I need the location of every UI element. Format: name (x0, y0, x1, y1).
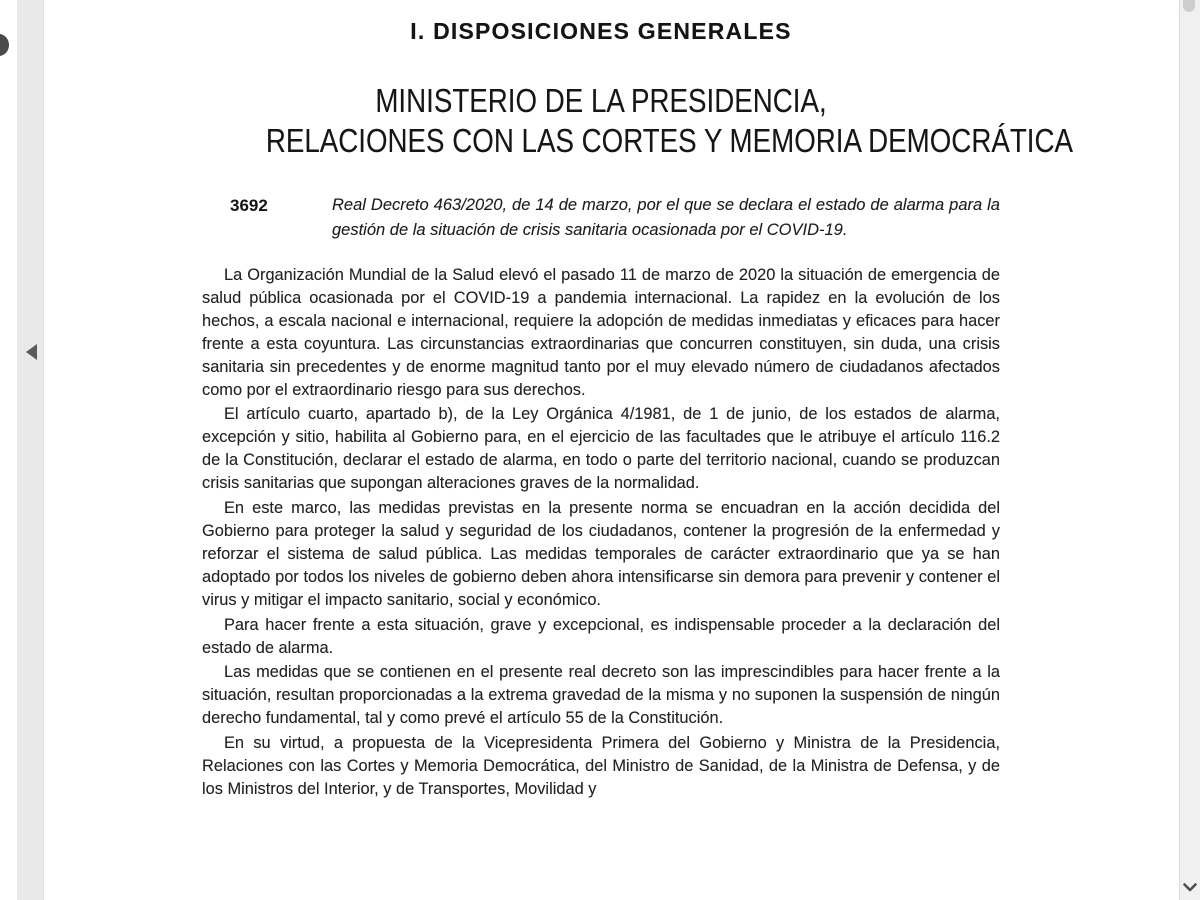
decree-title: Real Decreto 463/2020, de 14 de marzo, por el que se declara el estado de alarma para la gestión de la situación de crisis sanitaria ocasionada por el COVID-19. (332, 196, 1000, 239)
paragraph: Para hacer frente a esta situación, grave y excepcional, es indispensable proceder a la declaración del estado de alarma. (202, 615, 1000, 657)
half-circle-icon (0, 34, 9, 56)
decree-header (202, 193, 1000, 243)
ministry-heading (202, 81, 1073, 161)
decree-number: 3692 (230, 196, 268, 215)
paragraph: Las medidas que se contienen en el presente real decreto son las imprescindibles para hacer frente a la situación, resultan proporcionadas a la extrema gravedad de la misma y no suponen la suspensión de ningún derecho fundamental, tal y como prevé el artículo 55 de la Constitución. (202, 663, 1000, 728)
left-panel-gutter (17, 0, 44, 900)
paragraph: La Organización Mundial de la Salud elevó el pasado 11 de marzo de 2020 la situación de emergencia de salud pública ocasionada por el COVID-19 a pandemia internacional. La rapidez en la evolución de los hechos, a escala nacional e internacional, requiere la adopción de medidas inmediatas y eficaces para hacer frente a esta coyuntura. Las circunstancias extraordinarias que concurren constituyen, sin duda, una crisis sanitaria sin precedentes y de enorme magnitud tanto por el muy elevado número de ciudadanos afectados como por el extraordinario riesgo para sus derechos. (202, 266, 1000, 399)
section-title: I. DISPOSICIONES GENERALES (410, 18, 792, 44)
paragraph: En su virtud, a propuesta de la Vicepresidenta Primera del Gobierno y Ministra de la Presidencia, Relaciones con las Cortes y Memoria Democrática, del Ministro de Sanidad, de la Ministra de Defensa, y de los Ministros del Interior, y de Transportes, Movilidad y (202, 734, 1000, 798)
scrollbar-thumb[interactable] (1183, 0, 1195, 12)
chevron-down-icon (1183, 883, 1197, 892)
document-page (202, 0, 1073, 900)
vertical-scrollbar[interactable] (1179, 0, 1200, 900)
scroll-down-button[interactable] (1180, 878, 1199, 896)
ministry-heading-line2: RELACIONES CON LAS CORTES Y MEMORIA DEMOCRÁTICA (265, 122, 1073, 159)
decree-preamble (202, 264, 1000, 801)
paragraph: En este marco, las medidas previstas en la presente norma se encuadran en la acción decidida del Gobierno para proteger la salud y seguridad de los ciudadanos, contener la progresión de la enfermedad y reforzar el sistema de salud pública. Las medidas temporales de carácter extraordinario que ya se han adoptado por todos los niveles de gobierno deben ahora intensificarse sin demora para prevenir y contener el virus y mitigar el impacto sanitario, social y económico. (202, 499, 1000, 609)
ministry-heading-line1: MINISTERIO DE LA PRESIDENCIA, (375, 82, 827, 119)
paragraph: El artículo cuarto, apartado b), de la Ley Orgánica 4/1981, de 1 de junio, de los estados de alarma, excepción y sitio, habilita al Gobierno para, en el ejercicio de las facultades que le atribuye el artículo 116.2 de la Constitución, declarar el estado de alarma, en todo o parte del territorio nacional, cuando se produzcan crisis sanitarias que supongan alteraciones graves de la normalidad. (202, 405, 1000, 493)
left-triangle-icon[interactable] (26, 344, 37, 360)
